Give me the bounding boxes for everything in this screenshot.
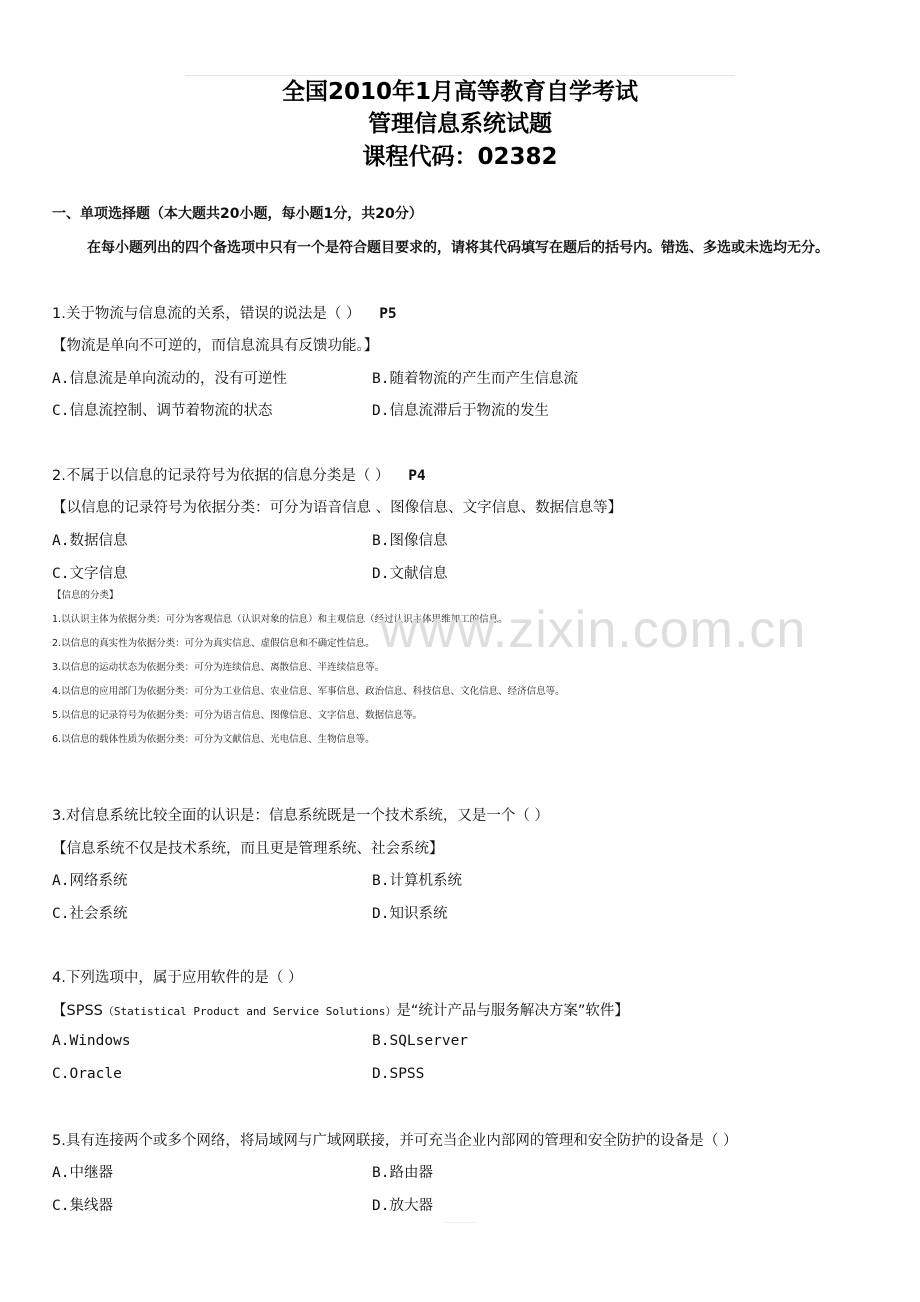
classification-item: 2.以信息的真实性为依据分类：可分为真实信息、虚假信息和不确定性信息。 (52, 638, 375, 649)
question-1-stem (52, 302, 397, 323)
question-2-option-d: D.文献信息 (372, 566, 448, 582)
question-4-note-prefix: 【SPSS (52, 1003, 103, 1019)
watermark: www.zixin.com.cn (380, 601, 807, 659)
question-5-option-c: C.集线器 (52, 1198, 113, 1214)
question-2-option-c: C.文字信息 (52, 566, 128, 582)
question-3-stem: 3.对信息系统比较全面的认识是：信息系统既是一个技术系统，又是一个（ ） (52, 808, 549, 824)
question-2-text: 2.不属于以信息的记录符号为依据的信息分类是（ ） (52, 468, 390, 484)
course-code: 课程代码：02382 (362, 144, 558, 170)
question-3-option-c: C.社会系统 (52, 906, 128, 922)
question-3-note: 【信息系统不仅是技术系统，而且更是管理系统、社会系统】 (52, 841, 444, 857)
question-2-option-b: B.图像信息 (372, 533, 448, 549)
question-4-note (52, 999, 629, 1020)
classification-item: 1.以认识主体为依据分类：可分为客观信息（认识对象的信息）和主观信息（经过认识主体思维加工的信息。 (52, 614, 508, 625)
question-5-option-b: B.路由器 (372, 1165, 433, 1181)
question-4-stem: 4.下列选项中，属于应用软件的是（ ） (52, 970, 303, 986)
section-instruction: 在每小题列出的四个备选项中只有一个是符合题目要求的，请将其代码填写在题后的括号内。错选、多选或未选均无分。 (87, 240, 829, 256)
question-5-stem: 5.具有连接两个或多个网络，将局域网与广域网联接，并可充当企业内部网的管理和安全防护的设备是（ ） (52, 1133, 738, 1149)
classification-item: 4.以信息的应用部门为依据分类：可分为工业信息、农业信息、军事信息、政治信息、科技信息、文化信息、经济信息等。 (52, 686, 565, 697)
question-1-option-b: B.随着物流的产生而产生信息流 (372, 371, 578, 387)
question-1-page-ref: P5 (379, 306, 397, 322)
question-4-option-b: B.SQLserver (372, 1033, 469, 1049)
question-3-option-a: A.网络系统 (52, 873, 128, 889)
question-1-text: 1.关于物流与信息流的关系，错误的说法是（ ） (52, 306, 361, 322)
section-heading: 一、单项选择题（本大题共20小题，每小题1分，共20分） (52, 206, 423, 222)
classification-item: 3.以信息的运动状态为依据分类：可分为连续信息、离散信息、半连续信息等。 (52, 662, 385, 673)
question-1-option-d: D.信息流滞后于物流的发生 (372, 403, 549, 419)
question-2-page-ref: P4 (408, 468, 426, 484)
question-1-option-c: C.信息流控制、调节着物流的状态 (52, 403, 273, 419)
question-1-note: 【物流是单向不可逆的，而信息流具有反馈功能。】 (52, 338, 379, 354)
question-3-option-d: D.知识系统 (372, 906, 448, 922)
question-1-option-a: A.信息流是单向流动的，没有可逆性 (52, 371, 287, 387)
question-4-note-english: （Statistical Product and Service Solutions） (102, 1005, 397, 1018)
question-2-option-a: A.数据信息 (52, 533, 128, 549)
classification-item: 6.以信息的载体性质为依据分类：可分为文献信息、光电信息、生物信息等。 (52, 734, 375, 745)
classification-title: 【信息的分类】 (52, 590, 119, 601)
classification-item: 5.以信息的记录符号为依据分类：可分为语言信息、图像信息、文字信息、数据信息等。 (52, 710, 423, 721)
question-4-note-suffix: 是“统计产品与服务解决方案”软件】 (396, 1003, 629, 1019)
question-4-option-d: D.SPSS (372, 1066, 425, 1082)
question-2-note: 【以信息的记录符号为依据分类：可分为语音信息 、图像信息、文字信息、数据信息等】 (52, 500, 623, 516)
question-2-stem (52, 464, 426, 485)
footer-rule (445, 1222, 477, 1223)
question-5-option-d: D.放大器 (372, 1198, 433, 1214)
question-4-option-a: A.Windows (52, 1033, 131, 1049)
subject-title: 管理信息系统试题 (368, 111, 552, 137)
question-5-option-a: A.中继器 (52, 1165, 113, 1181)
exam-title: 全国2010年1月高等教育自学考试 (281, 79, 639, 105)
question-4-option-c: C.Oracle (52, 1066, 122, 1082)
question-3-option-b: B.计算机系统 (372, 873, 462, 889)
